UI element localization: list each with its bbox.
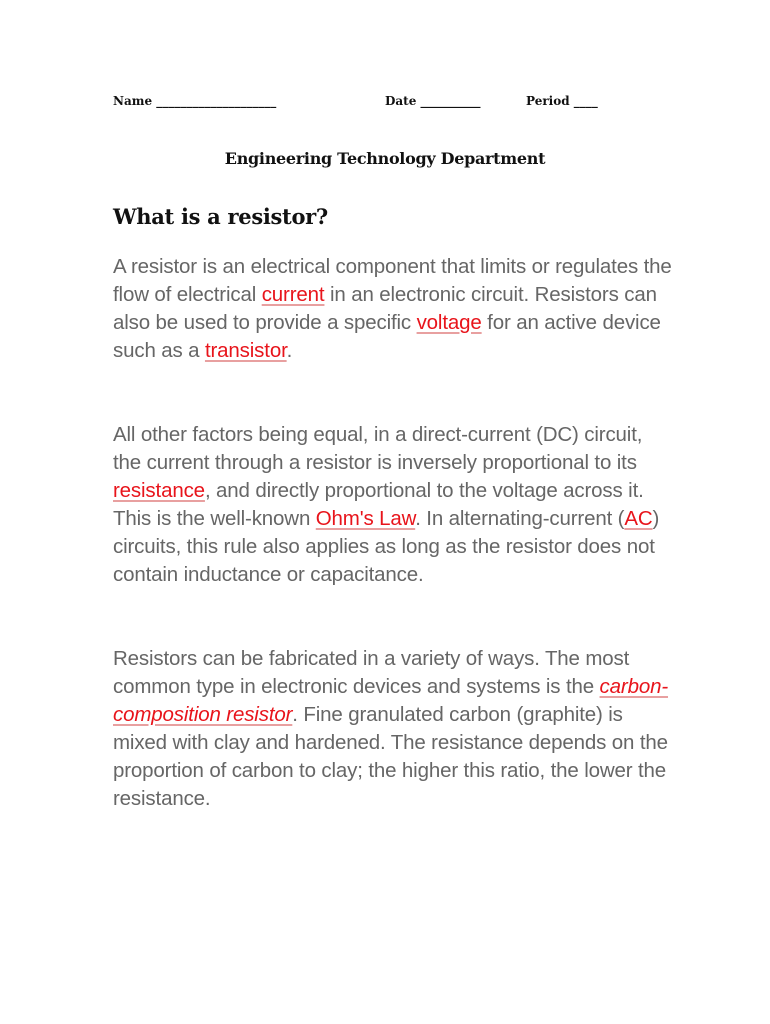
link-current[interactable]: current <box>261 283 325 306</box>
paragraph-text: for an active device such as a <box>113 311 661 362</box>
paragraph-text: Resistors can be fabricated in a variety of ways. The most common type in electronic devices and systems is the <box>113 647 630 698</box>
link-ohms-law[interactable]: Ohm's Law <box>315 507 416 530</box>
period-field[interactable]: Period ____ <box>526 94 598 108</box>
paragraph-text: in an electronic circuit. Resistors can also be used to provide a specific <box>113 283 657 334</box>
paragraph-text: , and directly proportional to the voltage across it. This is the well-known <box>113 479 644 530</box>
date-field[interactable]: Date __________ <box>385 94 481 108</box>
link-carbon-composition-resistor[interactable]: carbon-composition resistor <box>113 675 669 726</box>
link-ac[interactable]: AC <box>624 507 653 530</box>
paragraph-fabrication <box>113 645 673 813</box>
page-title: What is a resistor? <box>113 204 328 229</box>
paragraph-text: ) circuits, this rule also applies as long as the resistor does not contain inductance or capacitance. <box>113 507 660 586</box>
paragraph-text: All other factors being equal, in a direct-current (DC) circuit, the current through a resistor is inversely proportional to its <box>113 423 643 474</box>
paragraph-text: . In alternating-current ( <box>415 507 625 530</box>
student-info-row <box>113 94 613 114</box>
paragraph-text: A resistor is an electrical component that limits or regulates the flow of electrical <box>113 255 672 306</box>
paragraph-text: . Fine granulated carbon (graphite) is mixed with clay and hardened. The resistance depends on the proportion of carbon to clay; the higher this ratio, the lower the resistance. <box>113 703 668 810</box>
link-resistance[interactable]: resistance <box>113 479 205 502</box>
paragraph-ohms-law <box>113 421 673 589</box>
link-voltage[interactable]: voltage <box>416 311 482 334</box>
link-transistor[interactable]: transistor <box>204 339 287 362</box>
department-title: Engineering Technology Department <box>224 149 546 168</box>
paragraph-text: . <box>286 339 293 362</box>
name-field[interactable]: Name ____________________ <box>113 94 277 108</box>
paragraph-definition <box>113 253 673 365</box>
